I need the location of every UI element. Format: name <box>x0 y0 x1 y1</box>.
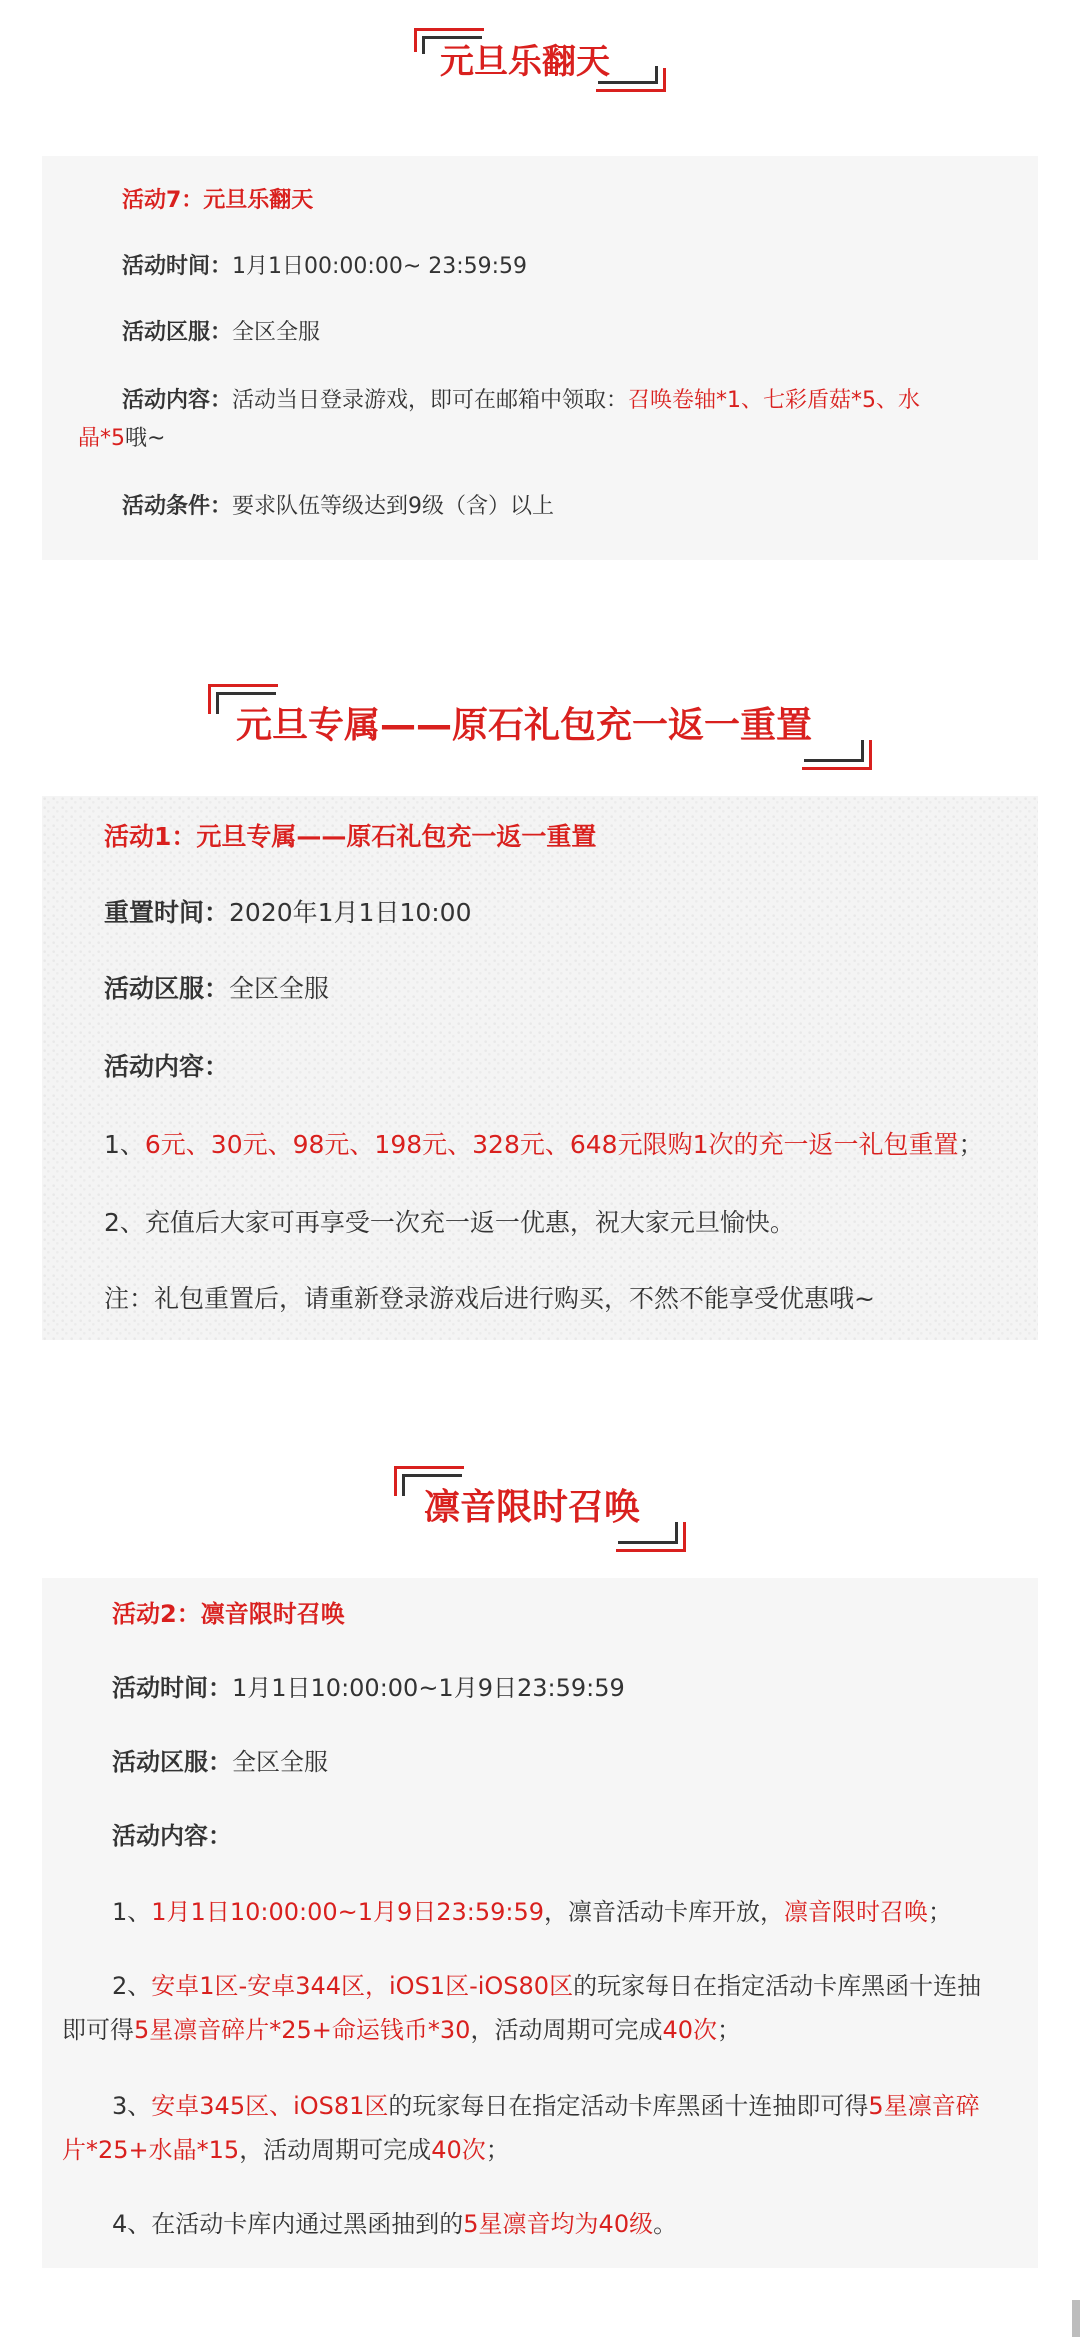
content-label: 活动内容： <box>122 388 233 413</box>
item-highlight: 1月1日10:00:00~1月9日23:59:59 <box>151 1898 545 1926</box>
condition-label: 活动条件： <box>122 494 233 519</box>
section-3-item-3-cont <box>62 2134 510 2166</box>
item-prefix: 3、 <box>112 2092 152 2120</box>
scrollbar-thumb[interactable] <box>1072 2300 1080 2337</box>
content-label: 活动内容： <box>112 1822 232 1850</box>
item-text: 的玩家每日在指定活动卡库黑函十连抽 <box>573 1972 982 2000</box>
section-3-card <box>42 1578 1038 2268</box>
item-highlight: 5星凛音碎 <box>868 2092 980 2120</box>
item-suffix: 。 <box>653 2210 678 2238</box>
section-1-card <box>42 156 1038 560</box>
reset-label: 重置时间： <box>104 898 230 927</box>
time-value: 1月1日10:00:00~1月9日23:59:59 <box>232 1674 625 1702</box>
section-2-item-1 <box>104 1128 984 1162</box>
item-suffix: ； <box>485 2136 510 2164</box>
item-text: 即可得 <box>62 2016 134 2044</box>
item-text: ，活动周期可完成 <box>470 2016 663 2044</box>
time-label: 活动时间： <box>122 254 233 279</box>
server-label: 活动区服： <box>112 1748 232 1776</box>
item-prefix: 1、 <box>104 1130 145 1159</box>
section-2-card <box>42 796 1038 1340</box>
item-highlight: 安卓345区、iOS81区 <box>151 2092 389 2120</box>
time-value: 1月1日00:00:00~ 23:59:59 <box>232 254 528 279</box>
section-1-title-block <box>0 28 1080 92</box>
section-3-content-label-row <box>112 1820 232 1852</box>
time-label: 活动时间： <box>112 1674 232 1702</box>
section-3-item-1 <box>112 1896 952 1928</box>
item-text: 4、在活动卡库内通过黑函抽到的 <box>112 2210 464 2238</box>
item-text: ，活动周期可完成 <box>239 2136 432 2164</box>
section-2-content-label-row <box>104 1050 229 1084</box>
section-3-item-4 <box>112 2208 677 2240</box>
section-2-note: 注：礼包重置后，请重新登录游戏后进行购买，不然不能享受优惠哦~ <box>104 1284 875 1313</box>
section-2-title-block <box>0 684 1080 770</box>
section-2-title: 元旦专属——原石礼包充一返一重置 <box>236 705 813 746</box>
section-1-server-row <box>122 318 320 348</box>
item-suffix: ； <box>717 2016 742 2044</box>
content-tail: 哦~ <box>125 426 166 451</box>
item-suffix: ； <box>958 1130 984 1159</box>
section-3-title: 凛音限时召唤 <box>424 1487 641 1528</box>
section-3-server-row <box>112 1746 328 1778</box>
item-text: ，凛音活动卡库开放， <box>544 1898 785 1926</box>
section-3-time-row <box>112 1672 625 1704</box>
section-2-server-row <box>104 972 329 1006</box>
content-reward-cont: 晶*5 <box>78 426 125 451</box>
content-text: 活动当日登录游戏，即可在邮箱中领取： <box>232 388 629 413</box>
item-text: 的玩家每日在指定活动卡库黑函十连抽即可得 <box>388 2092 869 2120</box>
section-3-heading: 活动2：凛音限时召唤 <box>112 1600 345 1628</box>
item-highlight: 5星凛音碎片*25+命运钱币*30 <box>134 2016 471 2044</box>
section-1-condition-row <box>122 492 554 522</box>
item-highlight: 6元、30元、98元、198元、328元、648元限购1次的充一返一礼包重置 <box>144 1130 959 1159</box>
section-2-reset-row <box>104 896 472 930</box>
section-3-item-2 <box>112 1970 981 2002</box>
section-1-time-row <box>122 252 527 282</box>
section-2-item-2: 2、充值后大家可再享受一次充一返一优惠，祝大家元旦愉快。 <box>104 1208 795 1237</box>
server-label: 活动区服： <box>104 974 230 1003</box>
item-highlight: 片*25+水晶*15 <box>62 2136 240 2164</box>
item-highlight: 40次 <box>431 2136 486 2164</box>
server-value: 全区全服 <box>232 320 321 345</box>
content-label: 活动内容： <box>104 1052 230 1081</box>
item-prefix: 2、 <box>112 1972 152 2000</box>
item-prefix: 1、 <box>112 1898 152 1926</box>
server-value: 全区全服 <box>229 974 330 1003</box>
item-highlight: 5星凛音均为40级 <box>463 2210 654 2238</box>
item-suffix: ； <box>928 1898 953 1926</box>
server-value: 全区全服 <box>232 1748 328 1776</box>
condition-value: 要求队伍等级达到9级（含）以上 <box>232 494 555 519</box>
server-label: 活动区服： <box>122 320 233 345</box>
item-highlight: 40次 <box>662 2016 718 2044</box>
section-3-item-2-cont <box>62 2014 741 2046</box>
item-highlight: 安卓1区-安卓344区，iOS1区-iOS80区 <box>151 1972 574 2000</box>
item-highlight: 凛音限时召唤 <box>784 1898 929 1926</box>
section-1-heading: 活动7：元旦乐翻天 <box>122 188 314 213</box>
section-1-content-row-2 <box>78 424 165 454</box>
section-1-content-row <box>122 386 920 416</box>
section-3-title-block <box>0 1466 1080 1552</box>
reset-value: 2020年1月1日10:00 <box>229 898 472 927</box>
content-reward: 召唤卷轴*1、七彩盾菇*5、水 <box>628 388 921 413</box>
section-2-heading: 活动1：元旦专属——原石礼包充一返一重置 <box>104 822 597 851</box>
section-3-item-3 <box>112 2090 980 2122</box>
section-1-title: 元旦乐翻天 <box>440 42 610 82</box>
